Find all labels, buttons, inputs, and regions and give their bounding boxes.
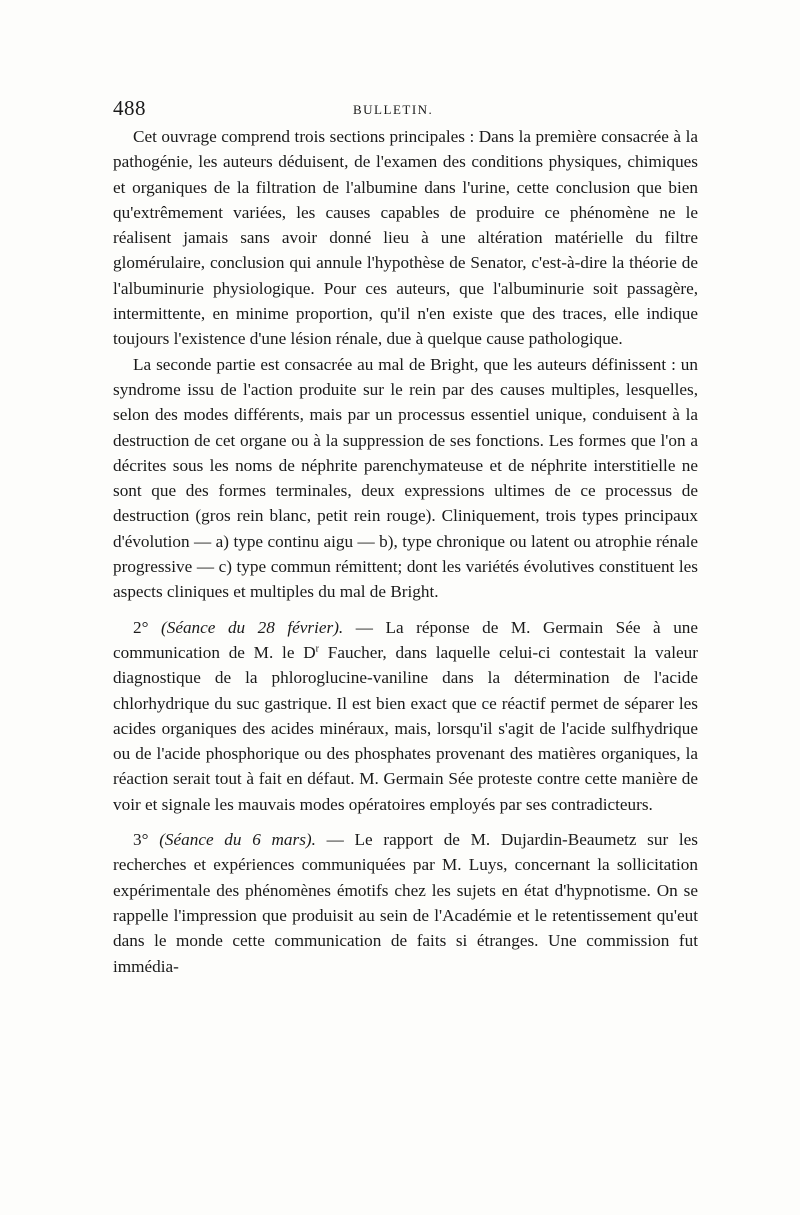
paragraph-text: — Le rapport de M. Dujardin-Beaumetz sur les recherches et expériences communiquées par M. Luys, concernant la sollicitation expérimentale des phénomènes émotifs chez les sujets en état d'hypnotisme. On se rappelle l'impression que produisit au sein de l'Académie et le retentissement qu'eut dans le monde cette communication de faits si étranges. Une commission fut immédia- (113, 830, 698, 976)
item-number: 2° (133, 617, 149, 637)
body-text (113, 124, 698, 979)
paragraph-session-6-march (113, 827, 698, 979)
page-number: 488 (113, 96, 146, 120)
session-date: (Séance du 6 mars). (159, 830, 316, 850)
paragraph-text: — La réponse de M. Germain Sée à une communication de M. le D (113, 617, 699, 662)
item-number: 3° (133, 830, 149, 850)
page-header (113, 96, 693, 126)
paragraph-session-28-february (113, 615, 698, 817)
superscript: r (315, 643, 319, 655)
paragraph-text: Faucher, dans laquelle celui-ci contestait la valeur diagnostique de la phloroglucine-vaniline dans la détermination de l'acide chlorhydrique du suc gastrique. Il est bien exact que ce réactif permet de séparer les acides organiques des acides minéraux, mais, lorsqu'il s'agit de l'acide sulfhydrique ou de l'acide phosphorique ou des phosphates provenant des matières organiques, la réaction serait tout à fait en défaut. M. Germain Sée proteste contre cette manière de voir et signale les mauvais modes opératoires employés par ses contradicteurs. (113, 642, 699, 814)
session-date: (Séance du 28 février). (161, 617, 344, 637)
running-head: BULLETIN. (353, 102, 434, 117)
paragraph-bright-disease: La seconde partie est consacrée au mal de Bright, que les auteurs définissent : un syndrome issu de l'action produite sur le rein par des causes multiples, lesquelles, selon des modes différents, mais par un processus essentiel unique, conduisent à la destruction de cet organe ou à la suppression de ses fonctions. Les formes que l'on a décrites sous les noms de néphrite parenchymateuse et de néphrite interstitielle ne sont que des formes terminales, deux expressions ultimes de ce processus de destruction (gros rein blanc, petit rein rouge). Cliniquement, trois types principaux d'évolution — a) type continu aigu — b), type chronique ou latent ou atrophie rénale progressive — c) type commun rémittent; dont les variétés évolutives constituent les aspects cliniques et multiples du mal de Bright. (113, 354, 698, 602)
paragraph-sections-overview: Cet ouvrage comprend trois sections principales : Dans la première consacrée à la pathogénie, les auteurs déduisent, de l'examen des conditions physiques, chimiques et organiques de la filtration de l'albumine dans l'urine, cette conclusion que bien qu'extrêmement variées, les causes capables de produire ce phénomène ne le réalisent jamais sans avoir donné lieu à une altération matérielle du filtre glomérulaire, conclusion qui annule l'hypothèse de Senator, c'est-à-dire la théorie de l'albuminurie physiologique. Pour ces auteurs, que l'albuminurie soit passagère, intermittente, en minime proportion, qu'il n'en existe que des traces, elle indique toujours l'existence d'une lésion rénale, due à quelque cause pathologique. (113, 127, 698, 349)
